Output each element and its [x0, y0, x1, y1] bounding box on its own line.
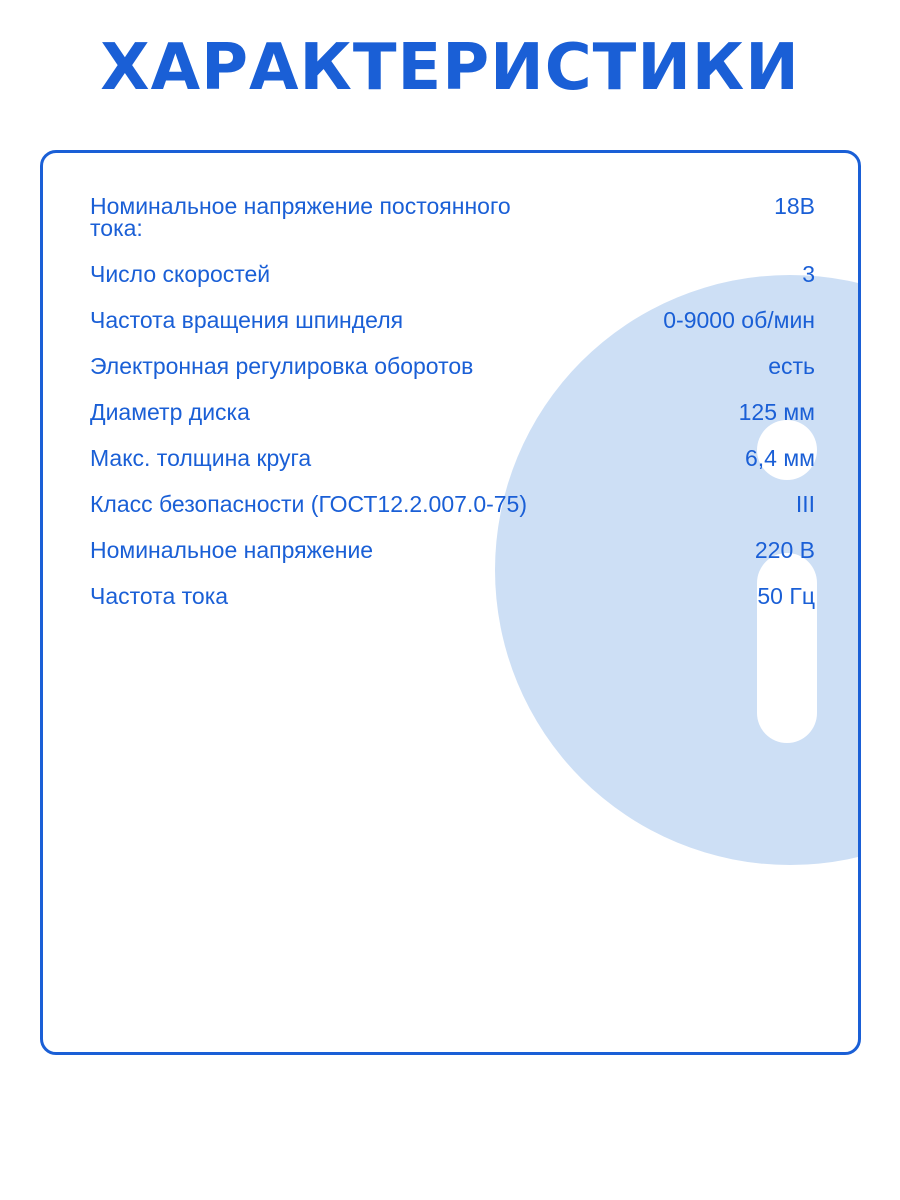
spec-value: 220 В [754, 537, 815, 563]
spec-row [90, 263, 815, 285]
spec-label: Диаметр диска [90, 399, 250, 425]
spec-row [90, 447, 815, 469]
spec-label: Номинальное напряжение постоянного тока: [90, 193, 511, 241]
specs-card [40, 150, 861, 1055]
spec-row [90, 309, 815, 331]
spec-value: 50 Гц [757, 583, 815, 609]
spec-row [90, 401, 815, 423]
spec-label: Электронная регулировка оборотов [90, 353, 474, 379]
spec-label: Номинальное напряжение [90, 537, 374, 563]
specs-list [90, 195, 815, 631]
spec-label: Число скоростей [90, 261, 271, 287]
spec-value: III [795, 491, 815, 517]
spec-row [90, 195, 815, 239]
spec-label: Частота тока [90, 583, 229, 609]
spec-value: 0-9000 об/мин [663, 307, 815, 333]
spec-row [90, 355, 815, 377]
spec-label: Класс безопасности (ГОСТ12.2.007.0-75) [90, 491, 528, 517]
spec-value: 18В [774, 193, 815, 219]
spec-value: 3 [802, 261, 815, 287]
spec-row [90, 539, 815, 561]
spec-label: Макс. толщина круга [90, 445, 312, 471]
spec-label: Частота вращения шпинделя [90, 307, 404, 333]
page-title: ХАРАКТЕРИСТИКИ [100, 31, 800, 105]
spec-row [90, 493, 815, 515]
spec-value: 6,4 мм [745, 445, 815, 471]
spec-value: 125 мм [738, 399, 815, 425]
spec-row [90, 585, 815, 607]
spec-value: есть [768, 353, 815, 379]
